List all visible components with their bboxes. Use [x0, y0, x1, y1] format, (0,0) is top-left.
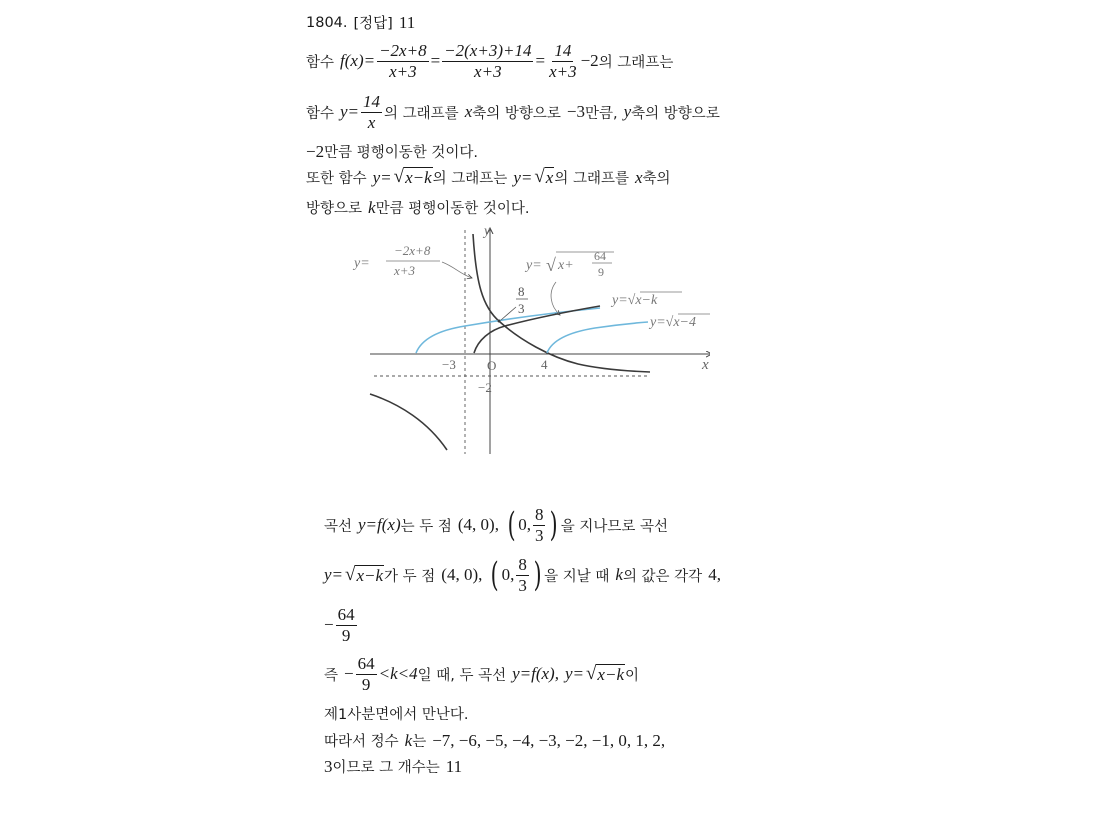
numerator: 64 [357, 654, 375, 673]
text: 이므로 그 개수는 [332, 760, 440, 776]
denominator: x+3 [474, 61, 502, 81]
text: 의 그래프를 [554, 171, 629, 187]
tick-minus-2: −2 [478, 380, 492, 395]
math: = [535, 51, 546, 71]
math: y=f(x) [358, 515, 401, 535]
explanation-line-3 [324, 606, 359, 645]
hyperbola-left-branch [370, 394, 447, 450]
fraction [516, 556, 529, 595]
math: y= [372, 167, 392, 187]
label-sqrt64-den: 9 [598, 265, 604, 279]
numerator: 8 [534, 505, 544, 524]
solution-line-5 [306, 167, 671, 188]
text: 을 지날 때 [544, 568, 610, 585]
left-paren: ( [491, 555, 499, 596]
right-paren: ) [550, 505, 559, 546]
math: y=f(x), [512, 664, 559, 684]
explanation-line-1 [324, 506, 668, 545]
math: x [464, 102, 473, 122]
math: k [368, 197, 376, 217]
math: y= [340, 102, 360, 122]
final-answer: 11 [445, 756, 463, 776]
text: 축의 방향으로 [472, 105, 561, 122]
problem-number: 1804. [306, 14, 348, 31]
curve-sqrt-x-minus-k [474, 306, 600, 353]
radicand: x−k [597, 665, 624, 685]
problem-header [306, 12, 415, 33]
denominator: 9 [341, 625, 351, 645]
math: y [623, 102, 632, 122]
text: 가 두 점 [384, 568, 436, 585]
fraction [336, 606, 357, 645]
axis-y-label: y [484, 224, 491, 239]
text: 만큼 평행이동한 것이다. [324, 145, 478, 161]
answer-value: 11 [398, 12, 416, 32]
point-0-8-3 [498, 320, 501, 323]
text: 또한 함수 [306, 171, 367, 187]
sqrt: √ x−k [585, 663, 624, 685]
denominator: 9 [361, 674, 371, 694]
text: 을 지나므로 곡선 [560, 518, 669, 535]
label-hyperbola-num: −2x+8 [394, 243, 431, 258]
label-sqrt64-leader [551, 282, 560, 315]
text: 함수 [306, 54, 335, 71]
label-sqrt64-sign: √ [546, 255, 556, 275]
graph-figure [350, 222, 710, 457]
sqrt: √ x [534, 166, 554, 188]
fraction [377, 42, 429, 81]
label-hyperbola-den: x+3 [394, 263, 416, 278]
text: 의 그래프는 [432, 171, 508, 187]
sqrt: √ x−k [393, 166, 432, 188]
math: −3 [566, 102, 585, 122]
math: −2 [580, 51, 599, 71]
math: 0, [518, 515, 531, 535]
text: 곡선 [324, 518, 353, 535]
fraction [533, 506, 546, 545]
math: − [344, 664, 354, 684]
text: 이 [624, 667, 639, 684]
solution-line-6 [306, 197, 529, 218]
explanation-line-5 [324, 703, 469, 724]
fraction [361, 93, 382, 132]
numerator: 14 [363, 92, 381, 111]
numerator: 8 [518, 555, 527, 574]
numerator: −2(x+3)+14 [444, 41, 532, 60]
math: y= [564, 664, 584, 684]
right-paren: ) [533, 555, 542, 596]
curve-sqrt-x-minus-4 [547, 322, 648, 353]
math: x [635, 167, 643, 187]
sqrt: √ x−k [345, 564, 384, 586]
label-8-3-num: 8 [518, 284, 525, 299]
text: 의 값은 각각 [622, 568, 703, 585]
left-paren: ( [507, 505, 516, 546]
text: 는 두 점 [400, 518, 452, 535]
axis-x-label: x [702, 357, 709, 373]
label-sqrt64-rad: x+ [558, 258, 574, 273]
explanation-line-2 [324, 556, 721, 595]
text: 제1사분면에서 만난다. [324, 707, 469, 723]
denominator: x+3 [389, 61, 417, 81]
solution-line-4 [306, 141, 478, 162]
explanation-line-4 [324, 655, 639, 694]
label-hyperbola-prefix: y= [354, 256, 370, 271]
math: 0, [501, 565, 515, 585]
label-sqrt-x-minus-4: y=√x−4 [650, 315, 697, 330]
radicand: x [545, 168, 554, 188]
radicand: x−k [356, 566, 384, 586]
label-sqrt-x-minus-k: y=√x−k [612, 293, 658, 308]
math: k [404, 730, 413, 750]
text: 방향으로 [306, 201, 363, 217]
label-sqrt64-prefix: y= [526, 258, 542, 273]
math: (4, 0), [457, 515, 499, 535]
text: 함수 [306, 105, 335, 122]
explanation-line-6 [324, 730, 665, 751]
tick-4: 4 [541, 357, 548, 372]
math: − [324, 615, 334, 635]
origin-label: O [487, 358, 497, 373]
text: 따라서 정수 [324, 734, 399, 750]
math: 3 [324, 756, 333, 776]
answer-tag: [정답] [353, 16, 393, 32]
numerator: −2x+8 [379, 41, 427, 60]
label-8-3-den: 3 [518, 301, 525, 316]
denominator: 3 [534, 525, 544, 545]
math: = [430, 51, 441, 71]
text: 축의 방향으로 [631, 105, 720, 122]
solution-line-2 [306, 42, 673, 81]
text: 만큼, [585, 105, 618, 122]
math: 4, [708, 565, 721, 585]
text: 일 때, 두 곡선 [417, 667, 507, 684]
text: 의 그래프를 [384, 105, 459, 122]
math: (4, 0), [441, 565, 483, 585]
label-sqrt64-num: 64 [594, 249, 606, 263]
fraction [442, 42, 533, 81]
math: y= [513, 167, 533, 187]
denominator: x [367, 112, 376, 132]
numerator: 64 [337, 605, 355, 624]
math: −2 [306, 141, 325, 161]
denominator: 3 [518, 575, 527, 595]
fraction [547, 42, 579, 81]
numerator: 14 [554, 41, 572, 60]
text: 축의 [642, 171, 671, 187]
text: 의 그래프는 [598, 54, 674, 71]
tick-minus-3: −3 [442, 357, 456, 372]
fraction [356, 655, 377, 694]
text: 즉 [324, 667, 339, 684]
denominator: x+3 [549, 61, 577, 81]
label-hyperbola-leader [442, 262, 472, 278]
math: −7, −6, −5, −4, −3, −2, −1, 0, 1, 2, [432, 730, 666, 750]
math: y= [324, 565, 344, 585]
solution-line-3 [306, 93, 720, 132]
math: f(x)= [340, 51, 376, 71]
explanation-line-7 [324, 756, 462, 777]
text: 만큼 평행이동한 것이다. [375, 201, 530, 217]
text: 는 [412, 734, 427, 750]
math: k [615, 565, 623, 585]
math: <k<4 [378, 664, 418, 684]
radicand: x−k [405, 168, 432, 188]
curve-sqrt-x-plus-64-9 [416, 308, 600, 353]
